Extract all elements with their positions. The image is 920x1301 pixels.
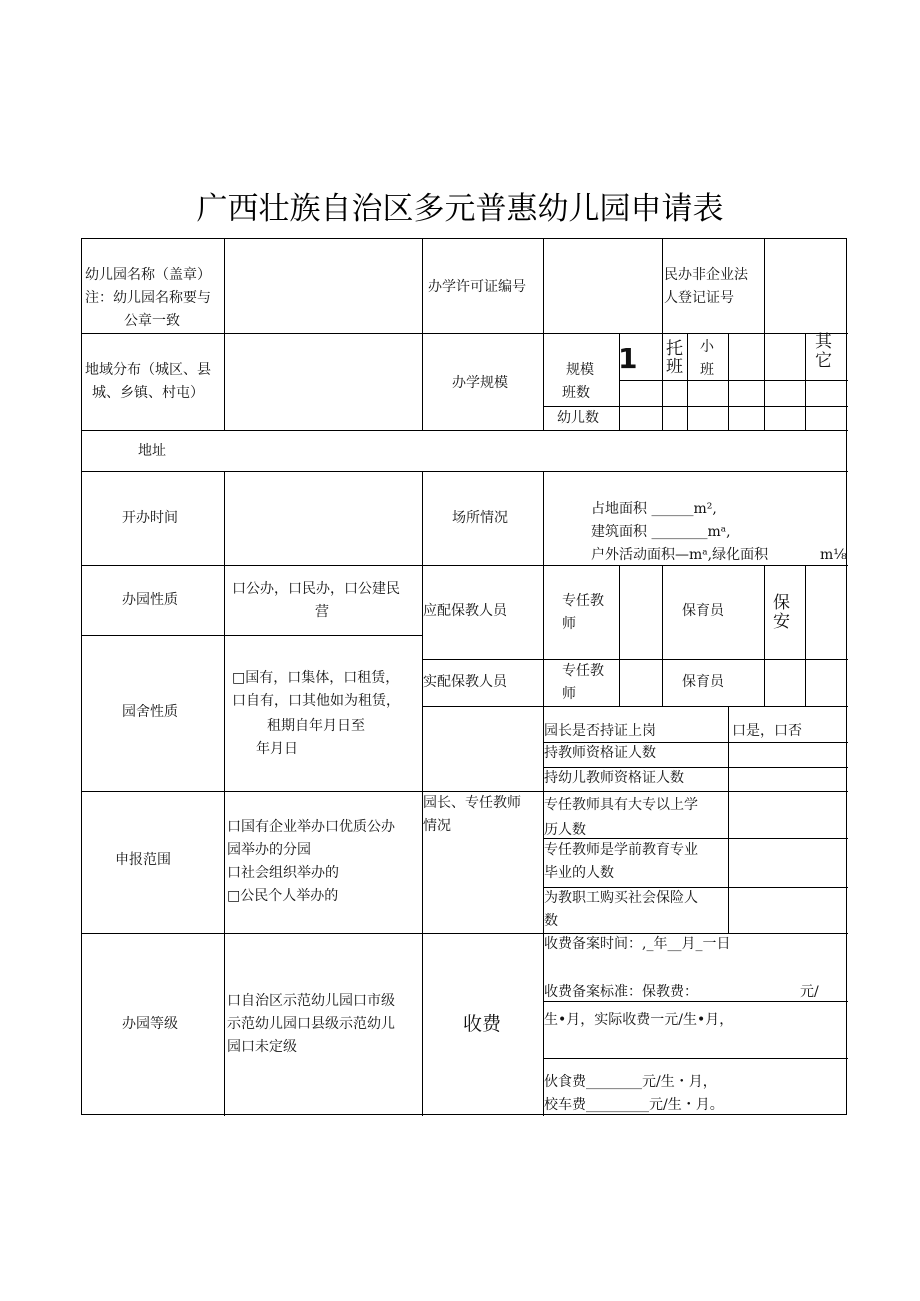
fee-record-time: 收费备案时间：,_年__月_一日 bbox=[544, 936, 731, 952]
planned-teacher-label-2: 师 bbox=[562, 616, 576, 632]
lease-period: 租期自年月日至 bbox=[267, 718, 365, 734]
fees-label: 收费 bbox=[463, 1013, 502, 1035]
actual-fee: 生•月，实际收费一元/生•月， bbox=[544, 1012, 734, 1028]
fee-record-standard: 收费备案标准：保教费： bbox=[544, 984, 698, 1000]
col-divider bbox=[662, 333, 663, 430]
row-divider bbox=[82, 635, 422, 636]
col-divider bbox=[728, 791, 729, 933]
col-divider bbox=[764, 333, 765, 430]
planned-guard-label-2: 安 bbox=[773, 612, 790, 632]
school-grade-options: 口自治区示范幼儿园口市级 bbox=[227, 993, 395, 1009]
social-insurance-label: 为教职工购买社会保险人 bbox=[544, 890, 698, 906]
kindergarten-name-label: 幼儿园名称（盖章） bbox=[85, 267, 211, 283]
building-nature-label: 园舍性质 bbox=[122, 704, 178, 720]
col-divider bbox=[619, 565, 620, 706]
row-divider bbox=[422, 659, 848, 660]
col-divider bbox=[543, 239, 544, 430]
building-nature-options: □国有，口集体，口租赁， bbox=[232, 670, 400, 686]
meal-fee: 伙食费________元/生・月， bbox=[544, 1074, 717, 1090]
outdoor-area-field: 户外活动面积—mᵃ,绿化面积 bbox=[591, 547, 769, 563]
site-situation-label: 场所情况 bbox=[452, 510, 508, 526]
nursery-class-label: 托 bbox=[666, 339, 683, 359]
school-grade-options-3: 园口未定级 bbox=[227, 1039, 297, 1055]
row-divider bbox=[543, 1058, 848, 1059]
application-scope-label: 申报范围 bbox=[115, 852, 171, 868]
nursery-class-label-2: 班 bbox=[666, 357, 683, 377]
col-divider bbox=[687, 333, 688, 430]
col-divider bbox=[764, 565, 765, 706]
teacher-certificate-label: 持教师资格证人数 bbox=[544, 745, 656, 761]
kg-teacher-certificate-label: 持幼儿教师资格证人数 bbox=[544, 770, 684, 786]
col-divider bbox=[662, 239, 663, 333]
private-registration-label: 民办非企业法 bbox=[664, 267, 748, 283]
kindergarten-name-note: 注：幼儿园名称要与 bbox=[85, 290, 211, 306]
social-insurance-label-2: 数 bbox=[544, 913, 558, 929]
form-title: 广西壮族自治区多元普惠幼儿园申请表 bbox=[196, 191, 724, 227]
director-teacher-situation-label-2: 情况 bbox=[423, 818, 451, 834]
planned-nurse-label: 保育员 bbox=[682, 603, 724, 619]
actual-teacher-label-2: 师 bbox=[562, 686, 576, 702]
application-form-table bbox=[81, 238, 847, 1115]
planned-guard-label: 保 bbox=[773, 593, 790, 613]
private-registration-label-2: 人登记证号 bbox=[664, 290, 734, 306]
building-area-field: 建筑面积 ________mᵃ, bbox=[591, 524, 731, 540]
kindergarten-name-note-2: 公章一致 bbox=[124, 313, 180, 329]
class-count-label: 班数 bbox=[562, 385, 590, 401]
other-class-label: 其 bbox=[815, 332, 832, 352]
row-divider bbox=[82, 471, 848, 472]
col-divider bbox=[764, 239, 765, 333]
school-nature-label: 办园性质 bbox=[122, 592, 178, 608]
scale-mark: 1 bbox=[618, 342, 638, 375]
row-divider bbox=[82, 333, 848, 334]
col-divider bbox=[728, 706, 729, 791]
col-divider bbox=[224, 471, 225, 1116]
children-count-label: 幼儿数 bbox=[557, 410, 599, 426]
director-certificate-label: 园长是否持证上岗 bbox=[544, 723, 656, 739]
bus-fee: 校车费_________元/生・月。 bbox=[544, 1097, 724, 1113]
license-number-label: 办学许可证编号 bbox=[428, 279, 526, 295]
region-label-2: 城、乡镇、村屯） bbox=[92, 385, 204, 401]
other-class-label-2: 它 bbox=[815, 351, 832, 371]
small-class-label-2: 班 bbox=[700, 362, 714, 378]
region-label: 地域分布（城区、县 bbox=[85, 362, 211, 378]
col-divider bbox=[805, 565, 806, 706]
small-class-label: 小 bbox=[700, 339, 714, 355]
col-divider bbox=[805, 333, 806, 430]
opening-time-label: 开办时间 bbox=[122, 510, 178, 526]
planned-teacher-label: 专任教 bbox=[562, 593, 604, 609]
row-divider bbox=[619, 380, 848, 381]
actual-nurse-label: 保育员 bbox=[682, 674, 724, 690]
planned-staff-label: 应配保教人员 bbox=[423, 603, 507, 619]
col-divider bbox=[662, 565, 663, 706]
col-divider bbox=[728, 333, 729, 430]
application-scope-options-3: 口社会组织举办的 bbox=[227, 865, 339, 881]
green-area-unit: m⅛ bbox=[820, 547, 847, 563]
application-scope-options-2: 园举办的分园 bbox=[227, 842, 311, 858]
director-teacher-situation-label: 园长、专任教师 bbox=[423, 795, 521, 811]
fee-record-standard-unit: 元/ bbox=[800, 984, 819, 1000]
actual-staff-label: 实配保教人员 bbox=[423, 674, 507, 690]
preschool-major-teachers-label-2: 毕业的人数 bbox=[544, 865, 614, 881]
application-scope-options-4: □公民个人举办的 bbox=[227, 888, 339, 904]
address-label: 地址 bbox=[138, 443, 166, 459]
preschool-major-teachers-label: 专任教师是学前教育专业 bbox=[544, 842, 698, 858]
land-area-field: 占地面积 ______m², bbox=[591, 501, 717, 517]
director-certificate-options: 口是，口否 bbox=[732, 723, 802, 739]
actual-teacher-label: 专任教 bbox=[562, 663, 604, 679]
college-teachers-label: 专任教师具有大专以上学 bbox=[544, 797, 698, 813]
lease-period-2: 年月日 bbox=[256, 741, 298, 757]
school-scale-label: 办学规模 bbox=[452, 375, 508, 391]
col-divider bbox=[224, 239, 225, 430]
school-nature-options: 口公办，口民办，口公建民 bbox=[232, 581, 400, 597]
scale-sub-label: 规模 bbox=[566, 362, 594, 378]
school-grade-options-2: 示范幼儿园口县级示范幼儿 bbox=[227, 1016, 395, 1032]
school-nature-options-2: 营 bbox=[315, 604, 329, 620]
college-teachers-label-2: 历人数 bbox=[544, 822, 586, 838]
school-grade-label: 办园等级 bbox=[122, 1016, 178, 1032]
row-divider bbox=[422, 706, 848, 707]
row-divider bbox=[82, 933, 848, 934]
building-nature-options-2: 口自有，口其他如为租赁， bbox=[232, 693, 400, 709]
col-divider bbox=[422, 239, 423, 430]
application-scope-options: 口国有企业举办口优质公办 bbox=[227, 819, 395, 835]
row-divider bbox=[82, 430, 848, 431]
